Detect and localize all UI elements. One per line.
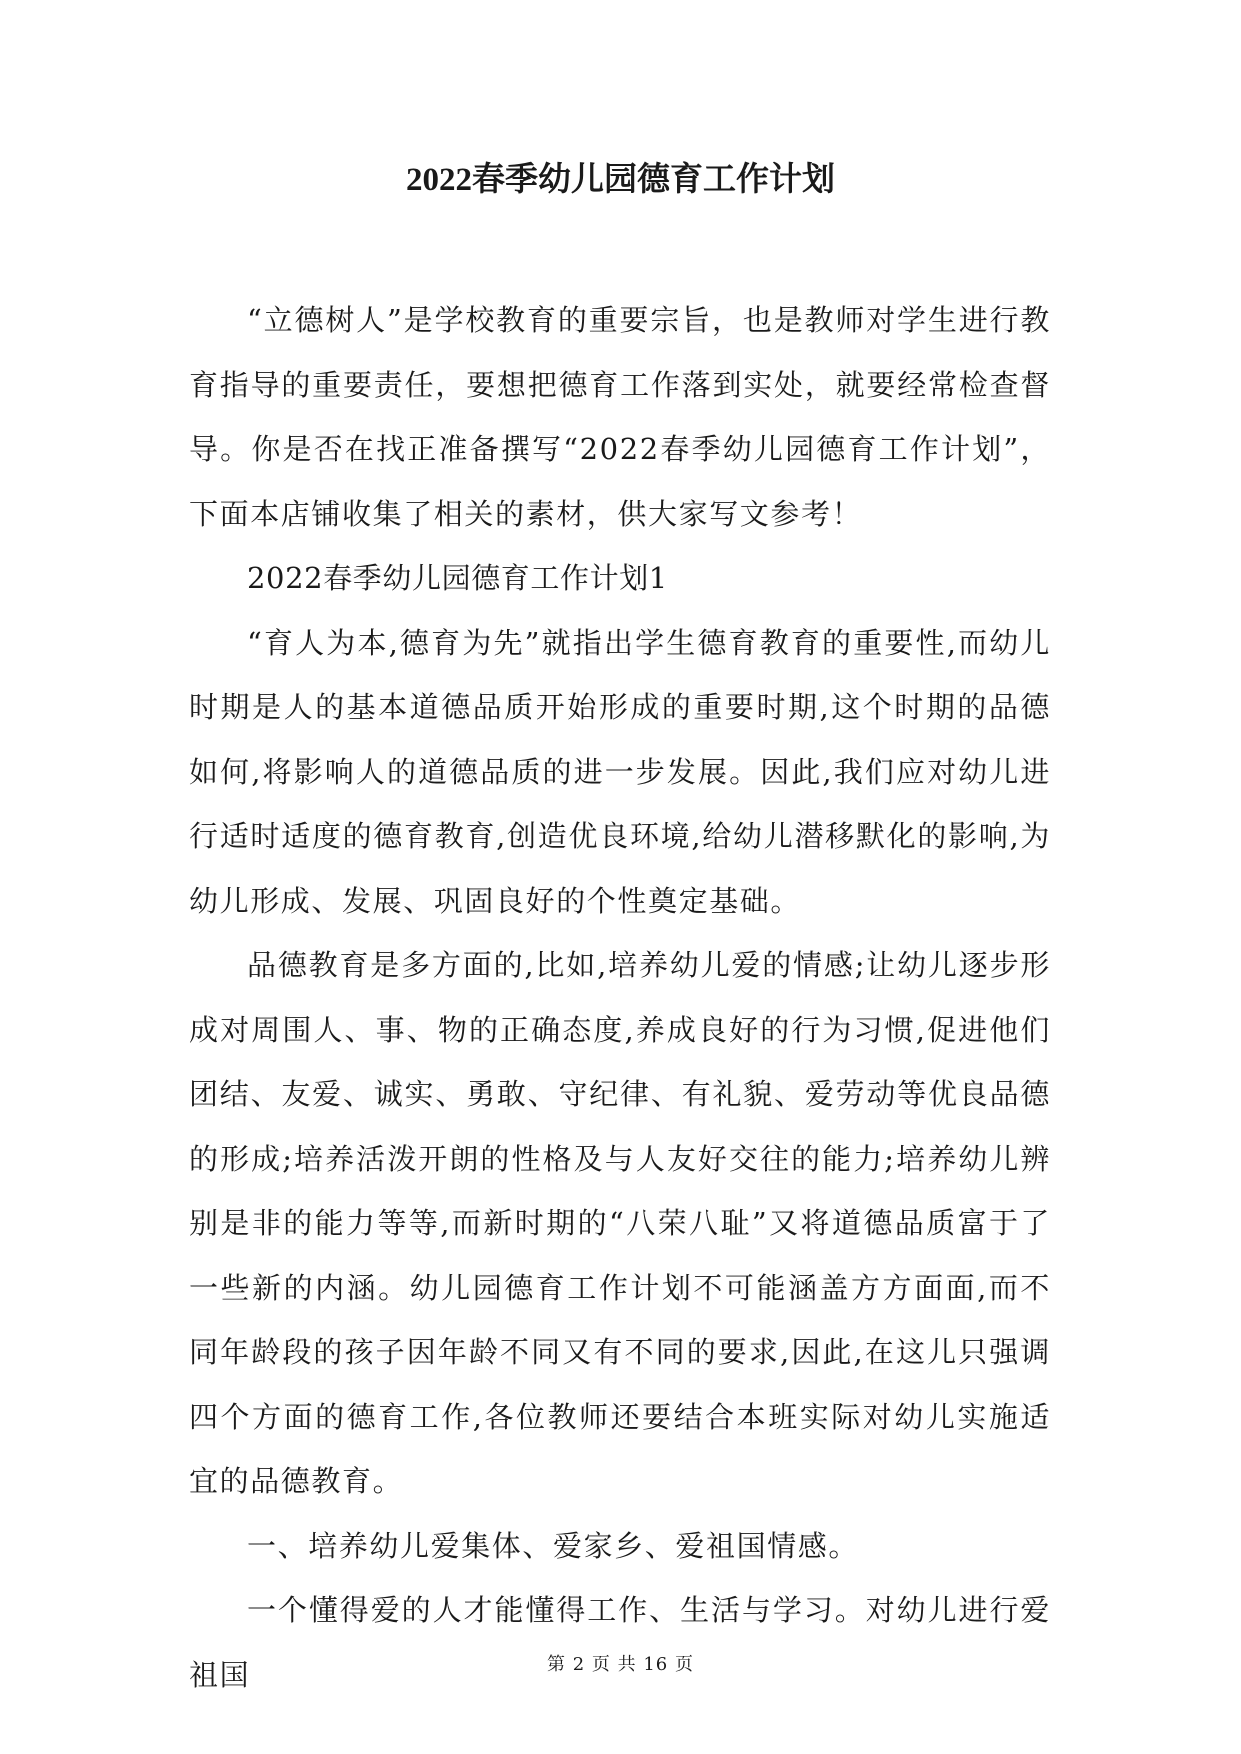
body-paragraph: 一个懂得爱的人才能懂得工作、生活与学习。对幼儿进行爱祖国 (189, 1593, 1051, 1692)
body-paragraph: 品德教育是多方面的,比如,培养幼儿爱的情感;让幼儿逐步形成对周围人、事、物的正确态度,养成良好的行为习惯,促进他们团结、友爱、诚实、勇敢、守纪律、有礼貌、爱劳动等优良品德的形成;培养活泼开朗的性格及与人友好交往的能力;培养幼儿辨别是非的能力等等,而新时期的“八荣八耻”又将道德品质富于了一些新的内涵。幼儿园德育工作计划不可能涵盖方方面面,而不同年龄段的孩子因年龄不同又有不同的要求,因此,在这儿只强调四个方面的德育工作,各位教师还要结合本班实际对幼儿实施适宜的品德教育。 (189, 948, 1051, 1498)
document-body (189, 288, 1051, 1707)
section-heading: 2022春季幼儿园德育工作计划1 (247, 561, 668, 595)
body-paragraph: “育人为本,德育为先”就指出学生德育教育的重要性,而幼儿时期是人的基本道德品质开始形成的重要时期,这个时期的品德如何,将影响人的道德品质的进一步发展。因此,我们应对幼儿进行适时适度的德育教育,创造优良环境,给幼儿潜移默化的影响,为幼儿形成、发展、巩固良好的个性奠定基础。 (189, 625, 1051, 918)
page-number-footer: 第 2 页 共 16 页 (547, 1654, 694, 1675)
intro-paragraph: “立德树人”是学校教育的重要宗旨，也是教师对学生进行教育指导的重要责任，要想把德育工作落到实处，就要经常检查督导。你是否在找正准备撰写“2022春季幼儿园德育工作计划”，下面本店铺收集了相关的素材，供大家写文参考！ (189, 303, 1051, 531)
document-title: 2022春季幼儿园德育工作计划 (406, 162, 835, 198)
subsection-heading: 一、培养幼儿爱集体、爱家乡、爱祖国情感。 (247, 1528, 860, 1563)
